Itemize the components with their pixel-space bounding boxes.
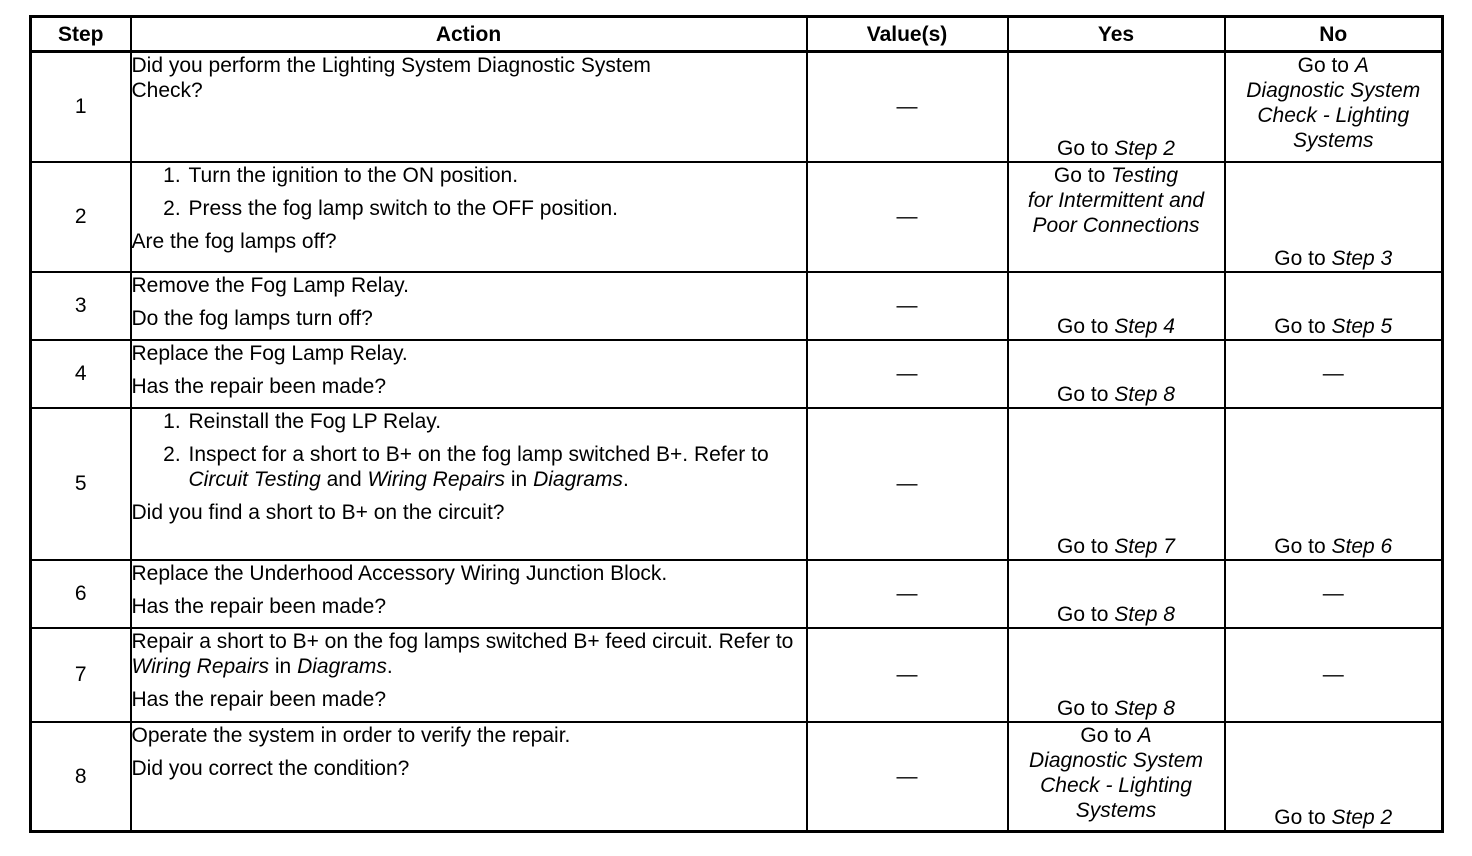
action-question: Has the repair been made? — [131, 594, 386, 618]
no-cell: — — [1225, 560, 1443, 628]
table-row-step-3 — [31, 272, 1443, 340]
action-cell — [131, 628, 807, 722]
no-prefix: Go to — [1274, 314, 1326, 338]
header-values: Value(s) — [807, 17, 1008, 52]
yes-step-ref[interactable]: Step 8 — [1114, 602, 1175, 626]
step-number: 3 — [31, 272, 131, 340]
no-prefix: Go to — [1297, 54, 1349, 77]
yes-cell — [1008, 52, 1225, 162]
diagnostic-table — [29, 15, 1444, 833]
yes-prefix: Go to — [1080, 723, 1132, 747]
action-text: Replace the Underhood Accessory Wiring Junction Block. — [131, 561, 668, 585]
yes-step-ref[interactable]: Step 2 — [1114, 136, 1175, 160]
yes-prefix: Go to — [1057, 382, 1109, 406]
period-text: . — [622, 467, 629, 491]
value-cell: — — [807, 52, 1008, 162]
action-cell — [131, 560, 807, 628]
step-number: 7 — [31, 628, 131, 722]
yes-prefix: Go to — [1057, 534, 1109, 558]
action-list-item: 1. Reinstall the Fog LP Relay. — [187, 409, 806, 434]
no-cell — [1225, 162, 1443, 272]
yes-prefix: Go to — [1057, 136, 1109, 160]
action-question: Did you find a short to B+ on the circuit? — [131, 500, 505, 524]
table-row-step-7 — [31, 628, 1443, 722]
action-text: Remove the Fog Lamp Relay. — [131, 273, 409, 297]
wiring-repairs-ref[interactable]: Wiring Repairs — [367, 467, 506, 491]
yes-cell — [1008, 408, 1225, 560]
yes-ref-a[interactable]: A — [1137, 723, 1152, 747]
value-cell: — — [807, 408, 1008, 560]
value-cell: — — [807, 272, 1008, 340]
action-text — [132, 629, 806, 679]
yes-prefix: Go to — [1057, 314, 1109, 338]
table-row-step-6 — [31, 560, 1443, 628]
no-cell — [1225, 272, 1443, 340]
no-step-ref[interactable]: Step 2 — [1331, 806, 1393, 829]
no-cell: — — [1225, 340, 1443, 408]
action-question: Has the repair been made? — [131, 374, 386, 398]
yes-cell — [1008, 340, 1225, 408]
action-text: Did you perform the Lighting System Diagnostic System Check? — [131, 54, 651, 102]
yes-cell — [1008, 628, 1225, 722]
action-text-part: Repair a short to B+ on the fog lamps switched B+ feed circuit. Refer to — [131, 629, 794, 653]
step-number: 1 — [31, 52, 131, 162]
value-cell: — — [807, 162, 1008, 272]
value-cell: — — [807, 628, 1008, 722]
yes-cell — [1008, 272, 1225, 340]
value-cell: — — [807, 340, 1008, 408]
action-list — [132, 409, 806, 492]
header-row — [31, 17, 1443, 52]
no-ref-b[interactable]: Diagnostic System Check - Lighting Systems — [1246, 79, 1421, 152]
header-yes: Yes — [1008, 17, 1225, 52]
action-cell — [131, 722, 807, 832]
yes-prefix: Go to — [1053, 163, 1106, 187]
step-number: 6 — [31, 560, 131, 628]
yes-cell — [1008, 162, 1225, 272]
wiring-repairs-ref[interactable]: Wiring Repairs — [131, 654, 270, 678]
action-question: Has the repair been made? — [131, 687, 386, 711]
no-prefix: Go to — [1274, 534, 1326, 558]
value-cell: — — [807, 722, 1008, 832]
no-ref-a[interactable]: A — [1354, 54, 1369, 77]
yes-step-ref[interactable]: Step 7 — [1114, 534, 1175, 558]
action-cell — [131, 340, 807, 408]
no-prefix: Go to — [1274, 806, 1326, 829]
action-question: Are the fog lamps off? — [131, 229, 337, 253]
action-list — [132, 163, 806, 221]
yes-step-ref[interactable]: Step 8 — [1114, 382, 1175, 406]
header-step: Step — [31, 17, 131, 52]
yes-prefix: Go to — [1057, 696, 1109, 720]
no-cell: — — [1225, 628, 1443, 722]
action-list-item: 2. Press the fog lamp switch to the OFF position. — [187, 196, 806, 221]
yes-ref-b[interactable]: Diagnostic System Check - Lighting Systems — [1029, 748, 1203, 822]
yes-step-ref[interactable]: Step 4 — [1114, 314, 1175, 338]
preposition-text: in — [510, 467, 528, 491]
action-cell — [131, 162, 807, 272]
no-cell — [1225, 52, 1443, 162]
diagrams-ref[interactable]: Diagrams — [297, 654, 387, 678]
step-number: 8 — [31, 722, 131, 832]
action-text: Operate the system in order to verify the repair. — [131, 723, 571, 747]
no-step-ref[interactable]: Step 6 — [1331, 534, 1393, 558]
table-header — [31, 17, 1443, 52]
table-row-step-8 — [31, 722, 1443, 832]
yes-cell — [1008, 722, 1225, 832]
header-no: No — [1225, 17, 1443, 52]
period-text: . — [386, 654, 393, 678]
table-row-step-4 — [31, 340, 1443, 408]
yes-prefix: Go to — [1057, 602, 1109, 626]
yes-ref-a[interactable]: Testing — [1111, 163, 1179, 187]
no-cell — [1225, 722, 1443, 832]
action-question: Did you correct the condition? — [131, 756, 410, 780]
preposition-text: in — [274, 654, 292, 678]
step-number: 5 — [31, 408, 131, 560]
table-row-step-2 — [31, 162, 1443, 272]
header-action: Action — [131, 17, 807, 52]
no-cell — [1225, 408, 1443, 560]
action-list-item — [187, 442, 806, 492]
diagrams-ref[interactable]: Diagrams — [533, 467, 623, 491]
value-cell: — — [807, 560, 1008, 628]
no-step-ref[interactable]: Step 5 — [1331, 314, 1393, 338]
table-row-step-5 — [31, 408, 1443, 560]
action-cell — [131, 408, 807, 560]
yes-cell — [1008, 560, 1225, 628]
step-number: 4 — [31, 340, 131, 408]
action-list-item: 1. Turn the ignition to the ON position. — [187, 163, 806, 188]
action-text: Replace the Fog Lamp Relay. — [131, 341, 408, 365]
action-cell — [131, 52, 807, 162]
yes-step-ref[interactable]: Step 8 — [1114, 696, 1175, 720]
action-text: Inspect for a short to B+ on the fog lamp switched B+. Refer to — [188, 442, 769, 466]
circuit-testing-ref[interactable]: Circuit Testing — [188, 467, 321, 491]
step-number: 2 — [31, 162, 131, 272]
no-step-ref[interactable]: Step 3 — [1331, 246, 1393, 270]
conjunction-text: and — [326, 467, 362, 491]
table-body — [31, 52, 1443, 832]
no-prefix: Go to — [1274, 246, 1326, 270]
table-row-step-1 — [31, 52, 1443, 162]
yes-ref-b[interactable]: for Intermittent and Poor Connections — [1027, 188, 1205, 237]
action-question: Do the fog lamps turn off? — [131, 306, 373, 330]
action-cell — [131, 272, 807, 340]
